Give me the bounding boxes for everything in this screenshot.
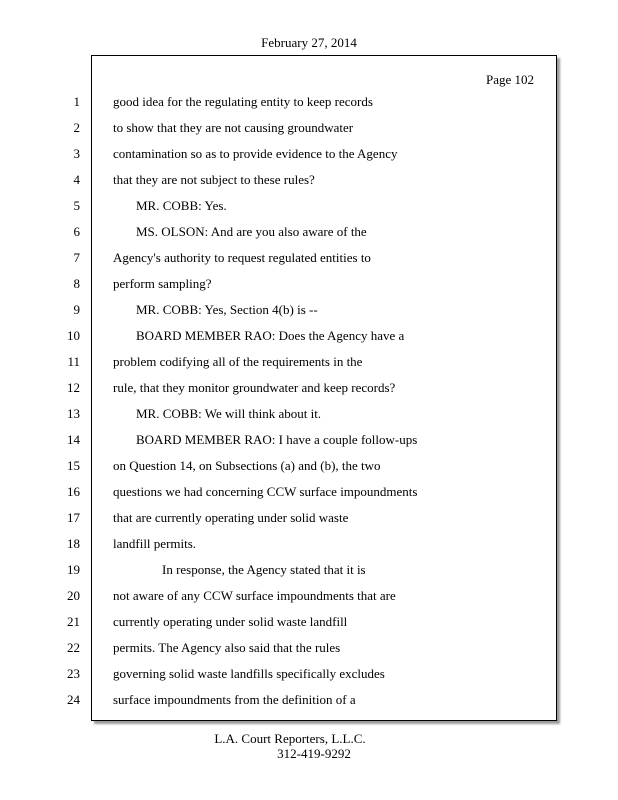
line-number: 19 bbox=[67, 562, 80, 577]
line-text: MS. OLSON: And are you also aware of the bbox=[136, 224, 367, 239]
line-number: 18 bbox=[67, 536, 80, 551]
line-number: 11 bbox=[67, 354, 80, 369]
reporter-company: L.A. Court Reporters, L.L.C. bbox=[214, 731, 366, 746]
line-number: 4 bbox=[73, 172, 80, 187]
line-text: contamination so as to provide evidence to the Agency bbox=[113, 146, 398, 161]
line-text: MR. COBB: Yes, Section 4(b) is -- bbox=[136, 302, 318, 317]
line-text: perform sampling? bbox=[113, 276, 212, 291]
line-number: 7 bbox=[73, 250, 80, 265]
line-text: MR. COBB: Yes. bbox=[136, 198, 227, 213]
line-text: BOARD MEMBER RAO: Does the Agency have a bbox=[136, 328, 405, 343]
line-number: 14 bbox=[67, 432, 80, 447]
line-text: to show that they are not causing groundwater bbox=[113, 120, 354, 135]
line-number: 22 bbox=[67, 640, 80, 655]
line-number: 23 bbox=[67, 666, 80, 681]
line-text: governing solid waste landfills specifically excludes bbox=[113, 666, 385, 681]
line-number: 12 bbox=[67, 380, 80, 395]
line-text: not aware of any CCW surface impoundments that are bbox=[113, 588, 396, 603]
line-text: Agency's authority to request regulated entities to bbox=[113, 250, 371, 265]
line-number: 20 bbox=[67, 588, 80, 603]
line-text: rule, that they monitor groundwater and keep records? bbox=[113, 380, 396, 395]
line-number: 13 bbox=[67, 406, 80, 421]
line-text: problem codifying all of the requirements in the bbox=[113, 354, 363, 369]
line-number: 21 bbox=[67, 614, 80, 629]
line-text: currently operating under solid waste landfill bbox=[113, 614, 348, 629]
line-number: 2 bbox=[73, 120, 80, 135]
line-text: on Question 14, on Subsections (a) and (b), the two bbox=[113, 458, 381, 473]
line-number: 10 bbox=[67, 328, 80, 343]
transcript-date: February 27, 2014 bbox=[261, 35, 357, 50]
reporter-phone: 312-419-9292 bbox=[277, 746, 351, 761]
line-text: permits. The Agency also said that the rules bbox=[113, 640, 341, 655]
line-number: 15 bbox=[67, 458, 80, 473]
line-text: surface impoundments from the definition of a bbox=[113, 692, 356, 707]
line-number: 9 bbox=[73, 302, 80, 317]
line-number: 8 bbox=[73, 276, 80, 291]
line-text: landfill permits. bbox=[113, 536, 197, 551]
line-text: that they are not subject to these rules? bbox=[113, 172, 315, 187]
line-number: 6 bbox=[73, 224, 80, 239]
line-number: 5 bbox=[73, 198, 80, 213]
line-number: 3 bbox=[73, 146, 80, 161]
line-number: 16 bbox=[67, 484, 80, 499]
line-text: MR. COBB: We will think about it. bbox=[136, 406, 322, 421]
line-number: 1 bbox=[73, 94, 80, 109]
line-text: that are currently operating under solid waste bbox=[113, 510, 349, 525]
line-number: 24 bbox=[67, 692, 80, 707]
page-number: Page 102 bbox=[485, 72, 534, 87]
line-text: good idea for the regulating entity to keep records bbox=[113, 94, 373, 109]
line-text: BOARD MEMBER RAO: I have a couple follow-ups bbox=[136, 432, 418, 447]
line-text: questions we had concerning CCW surface impoundments bbox=[113, 484, 418, 499]
line-number: 17 bbox=[67, 510, 80, 525]
line-text: In response, the Agency stated that it is bbox=[162, 562, 366, 577]
